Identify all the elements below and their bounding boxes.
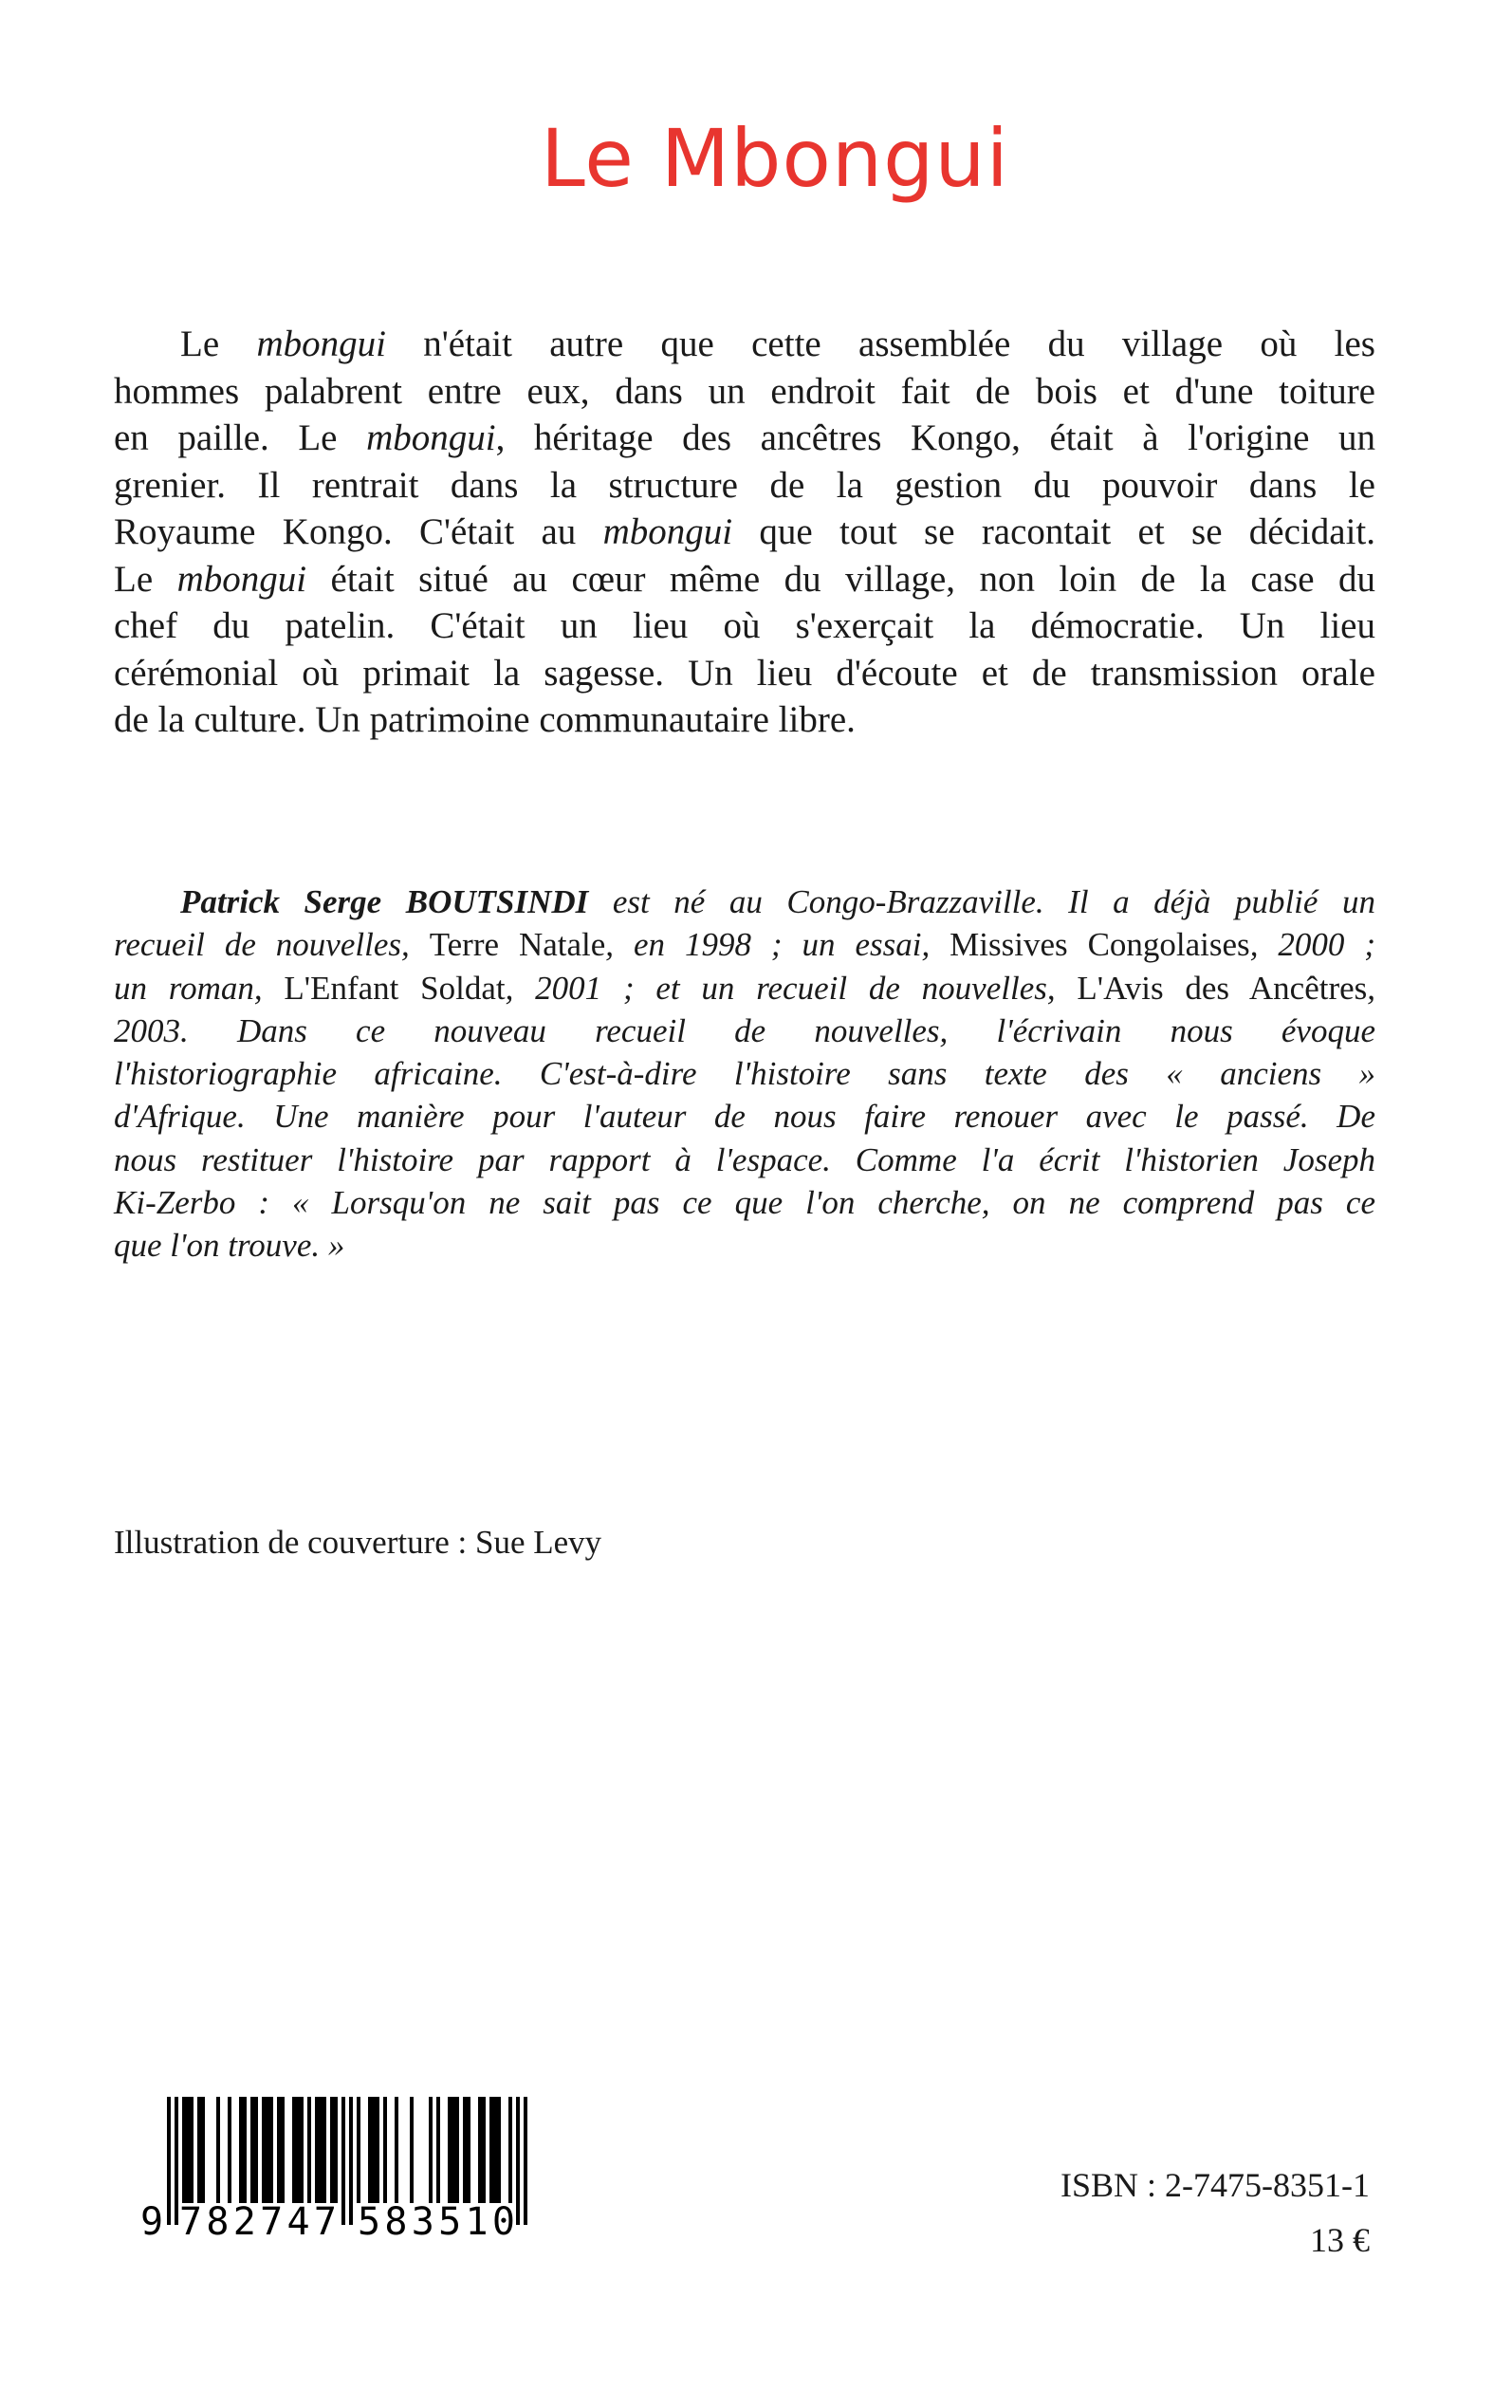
barcode-bar: [281, 2097, 285, 2203]
barcode-bar: [372, 2097, 376, 2203]
barcode-bar: [182, 2097, 186, 2203]
text-line: [114, 880, 1375, 923]
barcode-bar: [383, 2097, 387, 2203]
text-segment: , 2000 ;: [1249, 926, 1375, 964]
barcode-bar: [493, 2097, 497, 2203]
text-segment: mbongui: [602, 511, 733, 552]
barcode-bar: [368, 2097, 372, 2203]
isbn: ISBN : 2-7475-8351-1: [1060, 2166, 1370, 2204]
text-segment: de la culture. Un patrimoine communautaire libre.: [114, 699, 856, 740]
barcode-bar: [455, 2097, 459, 2203]
text-segment: ,: [1367, 969, 1376, 1007]
barcode-digits: 782747: [179, 2200, 337, 2239]
text-segment: mbongui: [366, 417, 496, 458]
text-segment: 2003. Dans ce nouveau recueil de nouvelles, l'écrivain nous évoque: [114, 1011, 1375, 1049]
barcode-bar: [239, 2097, 243, 2203]
book-title: Le Mbongui: [540, 112, 1010, 205]
text-segment: Terre Natale: [429, 926, 606, 964]
barcode-bar: [524, 2097, 527, 2225]
text-segment: grenier. Il rentrait dans la structure de la gestion du pouvoir dans le: [114, 464, 1375, 506]
barcode-bar: [175, 2097, 178, 2225]
barcode-bar: [330, 2097, 334, 2203]
text-segment: Le: [180, 324, 257, 364]
text-line: [114, 967, 1375, 1010]
text-line: [114, 1010, 1375, 1052]
text-line: [114, 509, 1375, 556]
price: 13 €: [1310, 2221, 1370, 2259]
barcode: [133, 2097, 560, 2239]
barcode-bar: [216, 2097, 220, 2203]
barcode-bar: [376, 2097, 379, 2203]
text-line: [114, 368, 1375, 416]
barcode-bar: [395, 2097, 398, 2203]
barcode-bar: [467, 2097, 470, 2203]
barcode-bar: [436, 2097, 440, 2203]
text-segment: Missives Congolaises: [950, 926, 1250, 964]
text-segment: d'Afrique. Une manière pour l'auteur de nous faire renouer avec le passé. De: [114, 1098, 1375, 1136]
text-segment: L'Avis des Ancêtres: [1077, 969, 1368, 1007]
summary-paragraph: [114, 321, 1375, 744]
text-line: [114, 1139, 1375, 1181]
barcode-bar: [201, 2097, 205, 2203]
text-segment: , héritage des ancêtres Kongo, était à l'origine un: [495, 417, 1375, 458]
barcode-bar: [349, 2097, 353, 2225]
text-segment: mbongui: [256, 324, 386, 364]
text-segment: n'était autre que cette assemblée du village où les: [385, 324, 1375, 364]
text-line: [114, 556, 1375, 603]
text-line: [114, 923, 1375, 966]
barcode-bar: [497, 2097, 501, 2203]
barcode-bar: [341, 2097, 345, 2225]
barcode-bar: [319, 2097, 323, 2203]
text-segment: mbongui: [176, 558, 307, 600]
text-line: [114, 650, 1375, 697]
barcode-bar: [323, 2097, 326, 2203]
text-segment: nous restituer l'histoire par rapport à l'espace. Comme l'a écrit l'historien Joseph: [114, 1140, 1375, 1178]
text-line: [114, 462, 1375, 509]
text-line: [114, 1052, 1375, 1095]
text-segment: hommes palabrent entre eux, dans un endroit fait de bois et d'une toiture: [114, 370, 1375, 412]
text-segment: chef du patelin. C'était un lieu où s'exerçait la démocratie. Un lieu: [114, 605, 1375, 646]
barcode-digits: 583510: [358, 2200, 515, 2239]
barcode-bar: [410, 2097, 414, 2203]
barcode-bar: [167, 2097, 171, 2225]
barcode-bar: [292, 2097, 296, 2203]
barcode-bar: [482, 2097, 486, 2203]
barcode-bar: [334, 2097, 338, 2203]
text-segment: Ki-Zerbo : « Lorsqu'on ne sait pas ce que l'on cherche, on ne comprend pas ce: [114, 1184, 1375, 1222]
text-segment: un roman,: [114, 969, 285, 1007]
text-line: [114, 1224, 1375, 1267]
barcode-bar: [307, 2097, 311, 2203]
barcode-bar: [269, 2097, 273, 2203]
text-segment: Royaume Kongo. C'était au: [114, 511, 603, 552]
barcode-bar: [250, 2097, 254, 2203]
text-line: [114, 321, 1375, 368]
barcode-bar: [300, 2097, 304, 2203]
text-segment: Le: [114, 558, 177, 600]
barcode-bar: [228, 2097, 231, 2203]
barcode-bar: [296, 2097, 300, 2203]
text-line: [114, 1095, 1375, 1138]
text-segment: que tout se racontait et se décidait.: [732, 511, 1375, 552]
barcode-bar: [254, 2097, 258, 2203]
barcode-bar: [266, 2097, 269, 2203]
barcode-bar: [190, 2097, 194, 2203]
author-bio-paragraph: [114, 880, 1375, 1268]
barcode-bar: [516, 2097, 520, 2225]
barcode-bar: [197, 2097, 201, 2203]
text-segment: est né au Congo-Brazzaville. Il a déjà publié un: [588, 883, 1375, 920]
barcode-bar: [478, 2097, 482, 2203]
text-segment: , en 1998 ; un essai,: [605, 926, 950, 964]
barcode-digits: 9: [140, 2200, 164, 2239]
illustration-credit: Illustration de couverture : Sue Levy: [114, 1524, 602, 1561]
text-line: [114, 602, 1375, 650]
text-segment: L'Enfant Soldat: [284, 969, 506, 1007]
text-segment: en paille. Le: [114, 417, 367, 458]
barcode-bar: [262, 2097, 266, 2203]
barcode-bar: [452, 2097, 455, 2203]
barcode-bar: [463, 2097, 467, 2203]
text-segment: cérémonial où primait la sagesse. Un lieu d'écoute et de transmission orale: [114, 652, 1375, 694]
text-segment: , 2001 ; et un recueil de nouvelles,: [505, 969, 1078, 1007]
text-segment: recueil de nouvelles,: [114, 926, 430, 964]
barcode-bar: [357, 2097, 360, 2203]
barcode-bar: [243, 2097, 247, 2203]
barcode-bar: [315, 2097, 319, 2203]
text-segment: l'historiographie africaine. C'est-à-dire l'histoire sans texte des « anciens »: [114, 1055, 1375, 1093]
text-segment: que l'on trouve. »: [114, 1227, 345, 1265]
text-line: [114, 696, 1375, 744]
text-segment: était situé au cœur même du village, non loin de la case du: [306, 558, 1375, 600]
barcode-bar: [489, 2097, 493, 2203]
barcode-bar: [277, 2097, 281, 2203]
barcode-bar: [448, 2097, 452, 2203]
barcode-bar: [508, 2097, 512, 2203]
barcode-bar: [186, 2097, 190, 2203]
text-segment: Patrick Serge BOUTSINDI: [180, 883, 589, 920]
barcode-bar: [429, 2097, 433, 2203]
text-line: [114, 415, 1375, 462]
text-line: [114, 1181, 1375, 1224]
